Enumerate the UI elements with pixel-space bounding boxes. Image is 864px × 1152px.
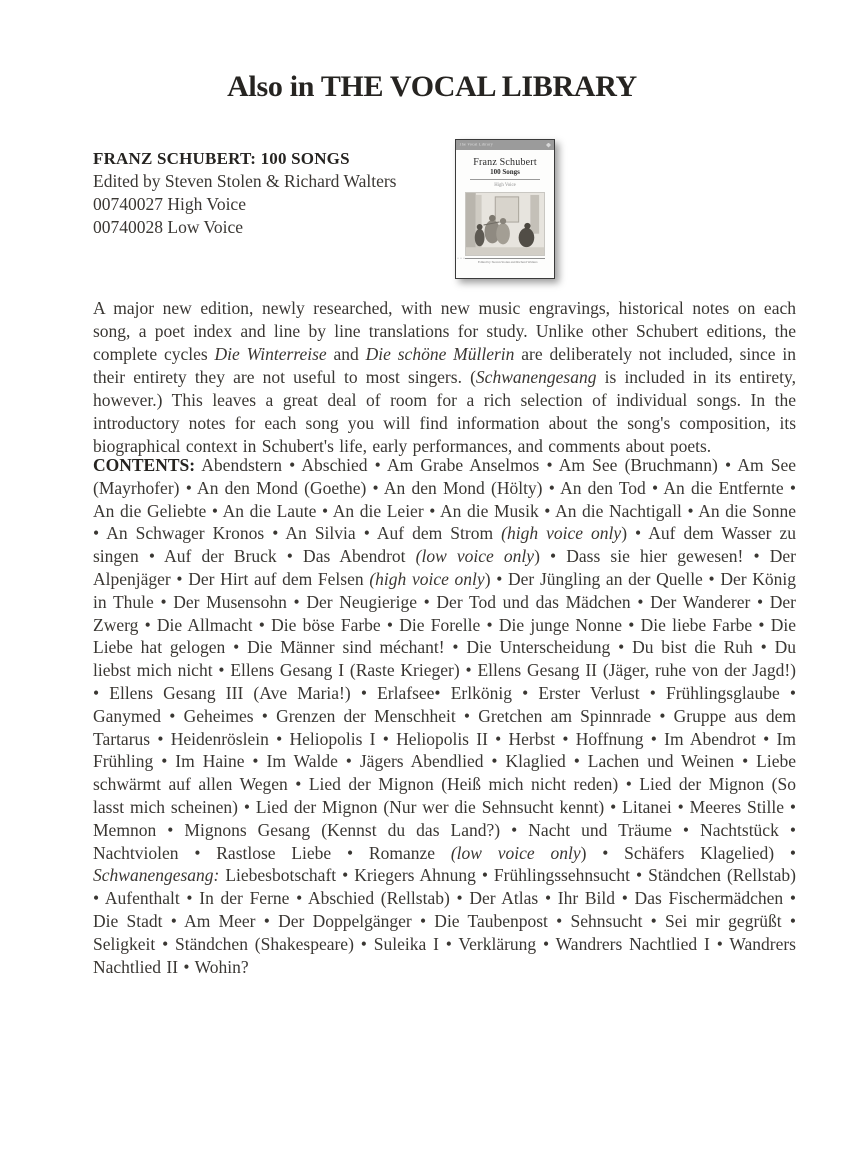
contents-label: CONTENTS: bbox=[93, 455, 196, 475]
cover-title: Franz Schubert bbox=[473, 157, 537, 168]
product-editors: Edited by Steven Stolen & Richard Walters bbox=[93, 171, 397, 191]
cover-caption-rule bbox=[457, 256, 545, 262]
product-catalog-low-voice: 00740028 Low Voice bbox=[93, 217, 244, 237]
product-catalog-high-voice: 00740027 High Voice bbox=[93, 194, 246, 214]
cover-subtitle: 100 Songs bbox=[490, 168, 520, 176]
cover-art-image bbox=[465, 192, 545, 256]
contents-paragraph bbox=[93, 454, 796, 978]
series-logo-icon bbox=[546, 143, 551, 148]
contents-list: Abendstern • Abschied • Am Grabe Anselmos • Am See (Bruchmann) • Am See (Mayrhofer) • An den Mond (Goethe) • An den Mond (Hölty) • An den Tod • An die Entfernte • An die Geliebte • An die Laute • An die Leier • An die Musik • An die Nachtigall • An die Sonne • An Schwager Kronos • An Silvia • Auf dem Strom (high voice only) • Auf dem Wasser zu singen • Auf der Bruck • Das Abendrot (low voice only) • Dass sie hier gewesen! • Der Alpenjäger • Der Hirt auf dem Felsen (high voice only) • Der Jüngling an der Quelle • Der König in Thule • Der Musensohn • Der Neugierige • Der Tod und das Mädchen • Der Wanderer • Der Zwerg • Die Allmacht • Die böse Farbe • Die Forelle • Die junge Nonne • Die liebe Farbe • Die Liebe hat gelogen • Die Männer sind méchant! • Die Unterscheidung • Du bist die Ruh • Du liebst mich nicht • Ellens Gesang I (Raste Krieger) • Ellens Gesang II (Jäger, ruhe von der Jagd!) • Ellens Gesang III (Ave Maria!) • Erlafsee• Erlkönig • Erster Verlust • Frühlingsglaube • Ganymed • Geheimes • Grenzen der Menschheit • Gretchen am Spinnrade • Gruppe aus dem Tartarus • Heidenröslein • Heliopolis I • Heliopolis II • Herbst • Hoffnung • Im Abendrot • Im Frühling • Im Haine • Im Walde • Jägers Abendlied • Klaglied • Lachen und Weinen • Liebe schwärmt auf allen Wegen • Lied der Mignon (Heiß mich nicht reden) • Lied der Mignon (So lasst mich scheinen) • Lied der Mignon (Nur wer die Sehnsucht kennt) • Litanei • Meeres Stille • Memnon • Mignons Gesang (Kennst du das Land?) • Nacht und Träume • Nachtstück • Nachtviolen • Rastlose Liebe • Romanze (low voice only) • Schäfers Klagelied) • Schwanengesang: Liebesbotschaft • Kriegers Ahnung • Frühlingssehnsucht • Ständchen (Rellstab) • Aufenthalt • In der Ferne • Abschied (Rellstab) • Der Atlas • Ihr Bild • Das Fischermädchen • Die Stadt • Am Meer • Der Doppelgänger • Die Taubenpost • Sehnsucht • Sei mir gegrüßt • Seligkeit • Ständchen (Shakespeare) • Suleika I • Verklärung • Wandrers Nachtlied I • Wandrers Nachtlied II • Wohin? bbox=[93, 455, 797, 977]
cover-series-band bbox=[456, 140, 554, 150]
description-paragraph: A major new edition, newly researched, with new music engravings, historical notes on each song, a poet index and line by line translations for study. Unlike other Schubert editions, the complete cycles Die Winterreise and Die schöne Müllerin are deliberately not included, since in their entirety they are not useful to most singers. (Schwanengesang is included in its entirety, however.) This leaves a great deal of room for a rich selection of individual songs. In the introductory notes for each song you will find information about the song's composition, its biographical context in Schubert's life, early performances, and comments about poets. bbox=[93, 298, 796, 456]
cover-voice-label: High Voice bbox=[494, 182, 516, 188]
cover-caption: Edited by Steven Stolen and Richard Walters bbox=[478, 261, 538, 265]
cover-dots: ··· bbox=[457, 256, 466, 262]
cover-series-label: The Vocal Library bbox=[459, 143, 493, 147]
cover-rule bbox=[470, 179, 541, 180]
page-title: Also in THE VOCAL LIBRARY bbox=[227, 70, 637, 103]
product-listing bbox=[93, 147, 397, 239]
cover-art-engraving bbox=[466, 193, 544, 255]
book-cover-thumbnail bbox=[455, 139, 555, 279]
product-title: FRANZ SCHUBERT: 100 SONGS bbox=[93, 149, 350, 168]
